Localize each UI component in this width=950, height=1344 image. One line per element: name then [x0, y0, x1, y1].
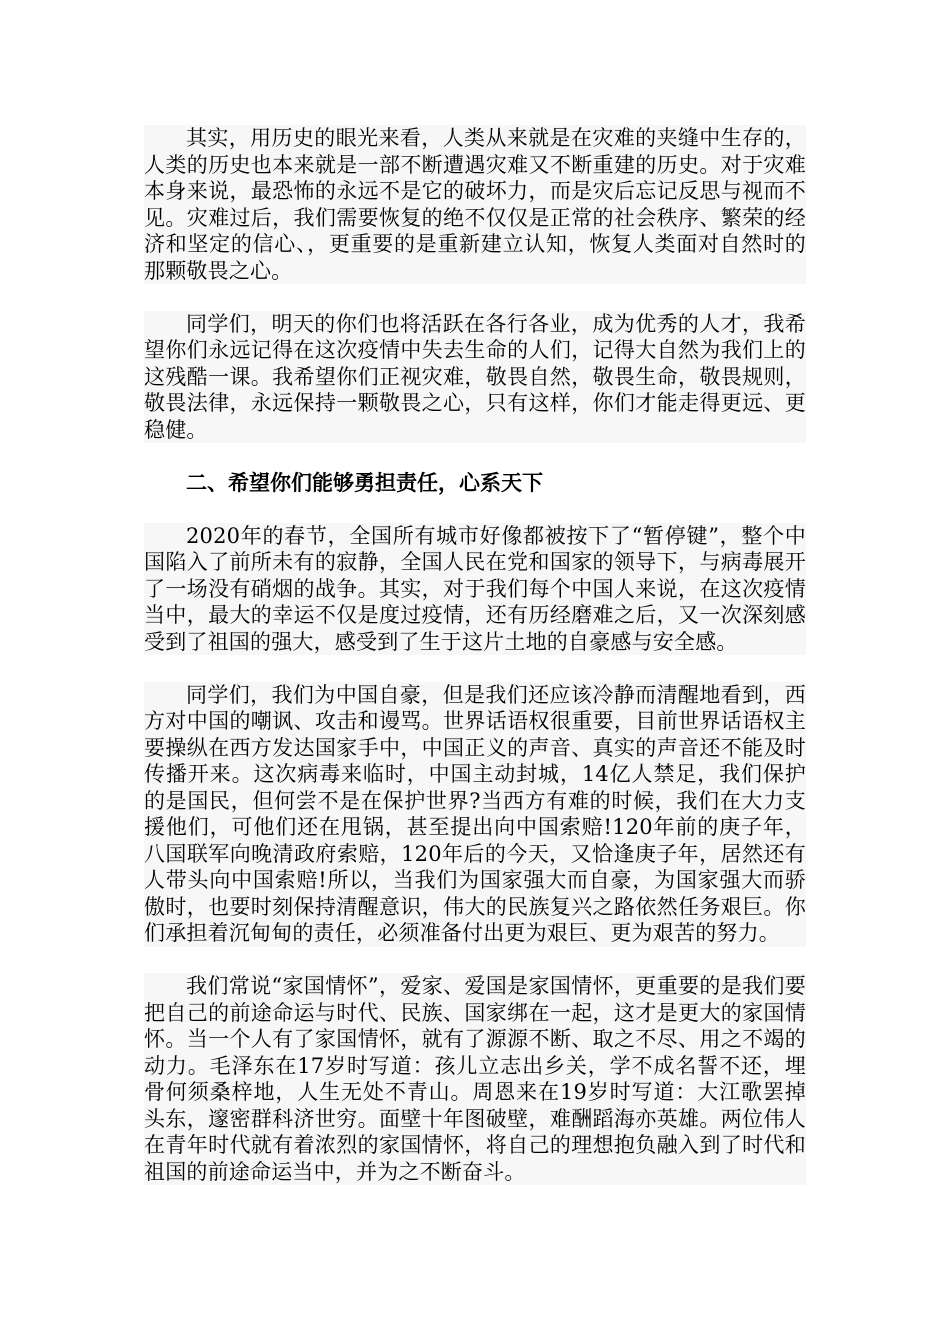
- document-body: [144, 125, 806, 1185]
- paragraph-2: 同学们，明天的你们也将活跃在各行各业，成为优秀的人才，我希望你们永远记得在这次疫情中失去生命的人们，记得大自然为我们上的这残酷一课。我希望你们正视灾难，敬畏自然，敬畏生命，敬畏规则，敬畏法律，永远保持一颗敬畏之心，只有这样，你们才能走得更远、更稳健。: [144, 311, 806, 442]
- paragraph-3: 2020年的春节，全国所有城市好像都被按下了“暂停键”，整个中国陷入了前所未有的寂静，全国人民在党和国家的领导下，与病毒展开了一场没有硝烟的战争。其实，对于我们每个中国人来说，在这次疫情当中，最大的幸运不仅是度过疫情，还有历经磨难之后，又一次深刻感受到了祖国的强大，感受到了生于这片土地的自豪感与安全感。: [144, 523, 806, 654]
- paragraph-gap: [0, 443, 950, 470]
- paragraph-5: 我们常说“家国情怀”，爱家、爱国是家国情怀，更重要的是我们要把自己的前途命运与时代、民族、国家绑在一起，这才是更大的家国情怀。当一个人有了家国情怀，就有了源源不断、取之不尽、用之不竭的动力。毛泽东在17岁时写道：孩儿立志出乡关，学不成名誓不还，埋骨何须桑梓地，人生无处不青山。周恩来在19岁时写道：大江歌罢掉头东，邃密群科济世穷。面壁十年图破壁，难酬蹈海亦英雄。两位伟人在青年时代就有着浓烈的家国情怀，将自己的理想抱负融入到了时代和祖国的前途命运当中，并为之不断奋斗。: [144, 974, 806, 1184]
- paragraph-4: 同学们，我们为中国自豪，但是我们还应该冷静而清醒地看到，西方对中国的嘲讽、攻击和谩骂。世界话语权很重要，目前世界话语权主要操纵在西方发达国家手中，中国正义的声音、真实的声音还不能及时传播开来。这次病毒来临时，中国主动封城，14亿人禁足，我们保护的是国民，但何尝不是在保护世界?当西方有难的时候，我们在大力支援他们，可他们还在甩锅，甚至提出向中国索赔!120年前的庚子年，八国联军向晚清政府索赔，120年后的今天，又恰逢庚子年，居然还有人带头向中国索赔!所以，当我们为国家强大而自豪，为国家强大而骄傲时，也要时刻保持清醒意识，伟大的民族复兴之路依然任务艰巨。你们承担着沉甸甸的责任，必须准备付出更为艰巨、更为艰苦的努力。: [144, 682, 806, 945]
- paragraph-gap: [0, 496, 950, 523]
- paragraph-gap: [0, 947, 950, 974]
- paragraph-gap: [0, 655, 950, 682]
- section-heading: 二、希望你们能够勇担责任，心系天下: [144, 470, 806, 497]
- paragraph-gap: [0, 284, 950, 311]
- paragraph-1: 其实，用历史的眼光来看，人类从来就是在灾难的夹缝中生存的，人类的历史也本来就是一部不断遭遇灾难又不断重建的历史。对于灾难本身来说，最恐怖的永远不是它的破坏力，而是灾后忘记反思与视而不见。灾难过后，我们需要恢复的绝不仅仅是正常的社会秩序、繁荣的经济和坚定的信心、，更重要的是重新建立认知，恢复人类面对自然时的那颗敬畏之心。: [144, 126, 806, 283]
